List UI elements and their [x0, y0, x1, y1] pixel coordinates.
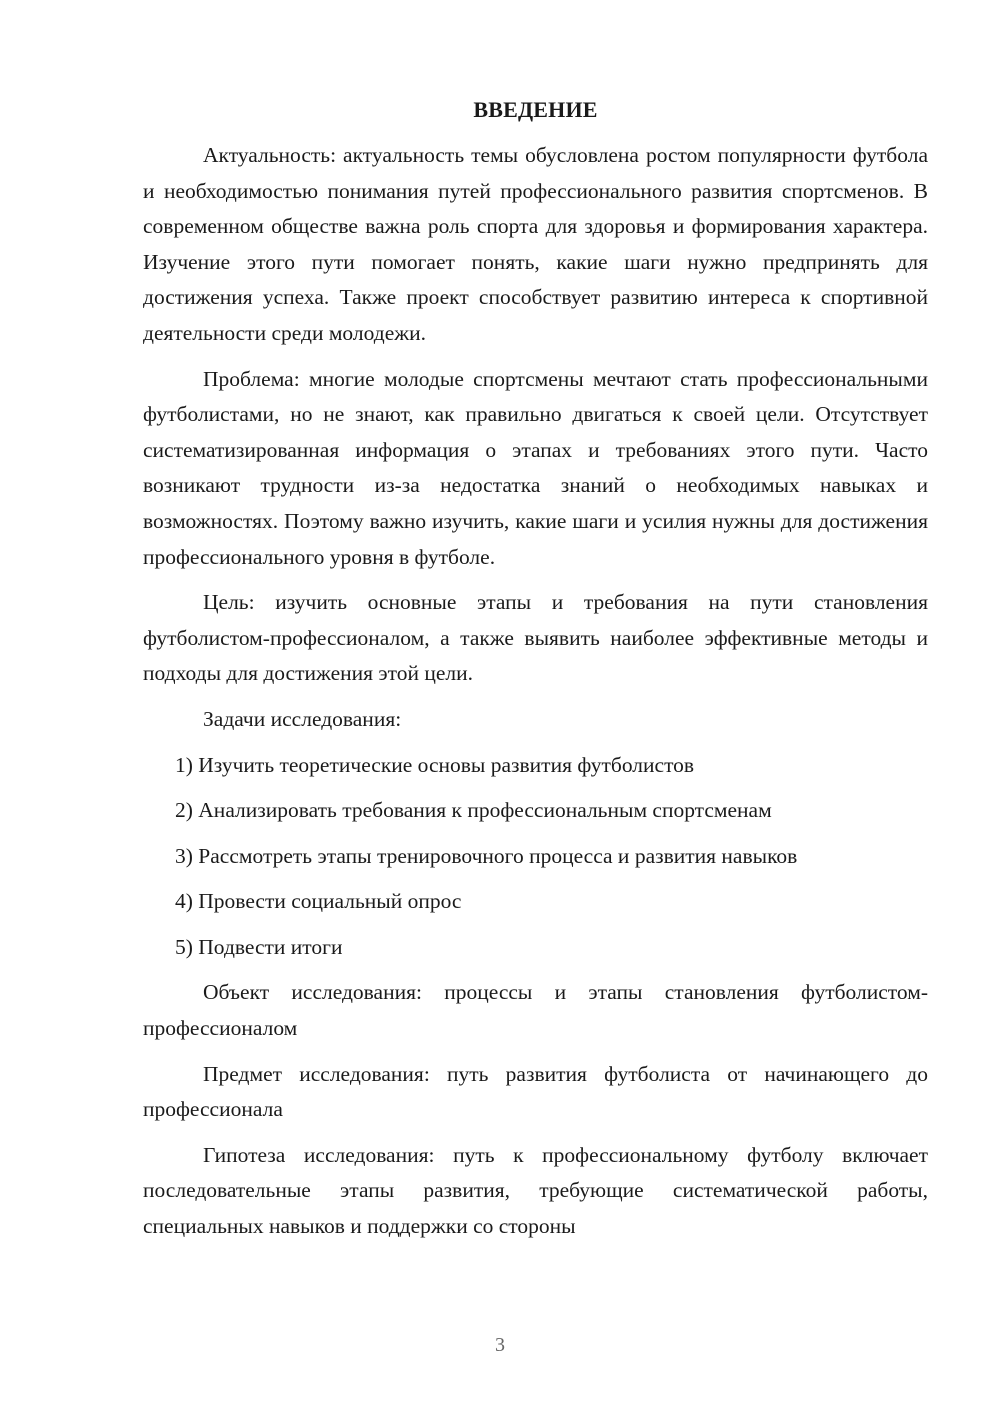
problem-paragraph: Проблема: многие молодые спортсмены мечтают стать профессиональными футболистами, но не знают, как правильно двигаться к своей цели. Отсутствует систематизированная информация о этапах и требованиях этого пути. Часто возникают трудности из-за недостатка знаний о необходимых навыках и возможностях. Поэтому важно изучить, какие шаги и усилия нужны для достижения профессионального уровня в футболе. — [143, 366, 928, 569]
page-title: ВВЕДЕНИЕ — [473, 97, 598, 122]
relevance-paragraph: Актуальность: актуальность темы обусловлена ростом популярности футбола и необходимостью понимания путей профессионального развития спортсменов. В современном обществе важна роль спорта для здоровья и формирования характера. Изучение этого пути помогает понять, какие шаги нужно предпринять для достижения успеха. Также проект способствует развитию интереса к спортивной деятельности среди молодежи. — [143, 143, 928, 345]
tasks-list — [143, 748, 928, 966]
hypothesis-paragraph: Гипотеза исследования: путь к профессиональному футболу включает последовательные этапы развития, требующие систематической работы, специальных навыков и поддержки со стороны — [143, 1142, 928, 1239]
task-item-5: 5) Подвести итоги — [175, 934, 343, 959]
object-paragraph: Объект исследования: процессы и этапы становления футболистом-профессионалом — [143, 980, 928, 1041]
subject-paragraph: Предмет исследования: путь развития футболиста от начинающего до профессионала — [143, 1061, 928, 1122]
tasks-heading: Задачи исследования: — [203, 706, 402, 731]
goal-paragraph: Цель: изучить основные этапы и требования на пути становления футболистом-профессионалом, а также выявить наиболее эффективные методы и подходы для достижения этой цели. — [143, 590, 928, 686]
task-item-2: 2) Анализировать требования к профессиональным спортсменам — [175, 798, 772, 823]
page-number: 3 — [495, 1334, 505, 1356]
document-page — [143, 94, 928, 1255]
task-item-4: 4) Провести социальный опрос — [175, 889, 462, 914]
task-item-3: 3) Рассмотреть этапы тренировочного процесса и развития навыков — [175, 843, 798, 868]
task-item-1: 1) Изучить теоретические основы развития футболистов — [175, 752, 695, 777]
